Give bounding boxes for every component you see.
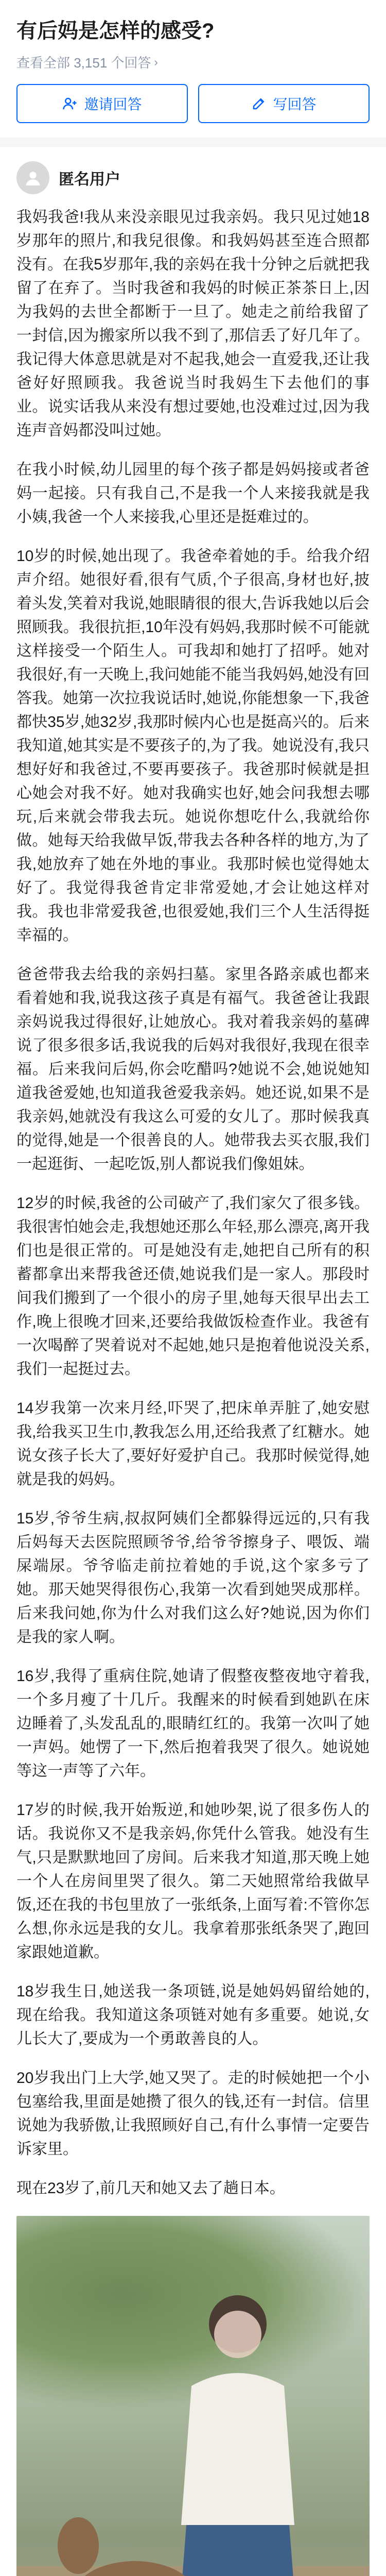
answer-paragraph: 爸爸带我去给我的亲妈扫墓。家里各路亲戚也都来看着她和我,说我这孩子真是有福气。我爸爸让我跟亲妈说我过得很好,让她放心。我对着我亲妈的墓碑说了很多很多话,我说我的后妈对我很好,我现在很幸福。后来我问后妈,你会吃醋吗?她说不会,她说她知道我爸爱她,也知道我爸爱我亲妈。她还说,如果不是我亲妈,她就没有我这么可爱的女儿了。那时候我真的觉得,她是一个很善良的人。她带我去买衣服,我们一起逛街、一起吃饭,别人都说我们像姐妹。 [16, 966, 370, 1173]
answer-paragraph: 10岁的时候,她出现了。我爸牵着她的手。给我介绍声介绍。她很好看,很有气质,个子很高,身材也好,披着头发,笑着对我说,她眼睛很的很大,告诉我她以后会照顾我。我很抗拒,10年没有妈妈,我那时候不可能就这样接受一个陌生人。可我却和她打了招呼。她对我很好,有一天晚上,我问她能不能当我妈妈,她没有回答我。她第一次拉我说话时,她说,你能想象一下,我爸都快35岁,她32岁,我那时候内心也是挺高兴的。后来我知道,她其实是不要孩子的,为了我。她说没有,我只想好好和我爸过,不要再要孩子。我爸那时候就是担心她会对我不好。她对我确实也好,她会问我想去哪玩,后来就会带我去玩。她说你想吃什么,我就给你做。她每天给我做早饭,带我去各种各样的地方,为了我,她放弃了她在外地的事业。我那时候也觉得她太好了。我觉得我爸肯定非常爱她,才会让她这样对我。我也非常爱我爸,也很爱她,我们三个人生活得挺幸福的。 [16, 548, 370, 944]
answer-card [0, 147, 386, 2576]
invite-answer-label: 邀请回答 [84, 96, 142, 112]
answer-paragraph: 我妈我爸!我从来没亲眼见过我亲妈。我只见过她18岁那年的照片,和我兒很像。和我妈妈甚至连合照都没有。在我5岁那年,我的亲妈在我十分钟之后就把我留了在弃了。当时我爸和我妈的时候正茶茶日上,因为我妈的去世全都断于一旦了。她走之前给我留了一封信,因为搬家所以我不到了,那信丢了好几年了。我记得大体意思就是对不起我,她会一直爱我,还让我爸好好照顾我。我爸说当时我妈生下去他们的事业。说实话我从来没有想过要她,也没难过过,因为我连声音妈都没叫过她。 [16, 209, 370, 439]
answer-body [16, 206, 370, 2200]
section-divider [0, 138, 386, 147]
author-row[interactable] [16, 161, 370, 194]
pencil-icon [251, 96, 267, 111]
question-title[interactable]: 有后妈是怎样的感受? [16, 20, 215, 42]
write-answer-button[interactable] [198, 84, 370, 123]
answer-paragraph: 18岁我生日,她送我一条项链,说是她妈妈留给她的,现在给我。我知道这条项链对她有多重要。她说,女儿长大了,要成为一个勇敢善良的人。 [16, 1983, 370, 2047]
answer-paragraph: 16岁,我得了重病住院,她请了假整夜整夜地守着我,一个多月瘦了十几斤。我醒来的时候看到她趴在床边睡着了,头发乱乱的,眼睛红红的。我第一次叫了她一声妈。她愣了一下,然后抱着我哭了很久。她说她等这一声等了六年。 [16, 1668, 370, 1780]
view-all-answers-link[interactable] [16, 53, 370, 72]
anonymous-avatar [16, 161, 49, 194]
write-answer-label: 写回答 [273, 96, 317, 112]
answer-paragraph: 现在23岁了,前几天和她又去了趟日本。 [16, 2180, 285, 2197]
author-name: 匿名用户 [59, 171, 120, 188]
invite-icon [62, 96, 78, 111]
question-actions [0, 84, 386, 138]
chevron-right-icon: › [154, 55, 158, 69]
answer-paragraph: 在我小时候,幼儿园里的每个孩子都是妈妈接或者爸妈一起接。只有我自己,不是我一个人来接我就是我小姨,我爸一个人来接我,心里还是挺难过的。 [16, 461, 370, 526]
answer-paragraph: 17岁的时候,我开始叛逆,和她吵架,说了很多伤人的话。我说你又不是我亲妈,你凭什么管我。她没有生气,只是默默地回了房间。后来我才知道,那天晚上她一个人在房间里哭了很久。第二天她照常给我做早饭,还在我的书包里放了一张纸条,上面写着:不管你怎么想,你永远是我的女儿。我拿着那张纸条哭了,跑回家跟她道歉。 [16, 1802, 370, 1961]
answer-paragraph: 15岁,爷爷生病,叔叔阿姨们全都躲得远远的,只有我后妈每天去医院照顾爷爷,给爷爷擦身子、喂饭、端屎端尿。爷爷临走前拉着她的手说,这个家多亏了她。那天她哭得很伤心,我第一次看到她哭成那样。后来我问她,你为什么对我们这么好?她说,因为你们是我的家人啊。 [16, 1510, 370, 1646]
question-header [0, 0, 386, 84]
answer-photo[interactable] [16, 2216, 370, 2576]
answer-count-text: 查看全部 3,151 个回答 [16, 55, 151, 71]
answer-paragraph: 12岁的时候,我爸的公司破产了,我们家欠了很多钱。我很害怕她会走,我想她还那么年轻,那么漂亮,离开我们也是很正常的。可是她没有走,她把自己所有的积蓄都拿出来帮我爸还债,她说我们是一家人。那段时间我们搬到了一个很小的房子里,她每天很早出去工作,晚上很晚才回来,还要给我做饭检查作业。我爸有一次喝醉了哭着说对不起她,她只是抱着他说没关系,我们一起挺过去。 [16, 1195, 370, 1378]
answer-paragraph: 14岁我第一次来月经,吓哭了,把床单弄脏了,她安慰我,给我买卫生巾,教我怎么用,还给我煮了红糖水。她说女孩子长大了,要好好爱护自己。我那时候觉得,她就是我的妈妈。 [16, 1400, 370, 1488]
user-icon [23, 167, 43, 188]
invite-answer-button[interactable] [16, 84, 188, 123]
photo-deer-silhouette [47, 2484, 212, 2576]
answer-paragraph: 20岁我出门上大学,她又哭了。走的时候她把一个小包塞给我,里面是她攒了很久的钱,还有一封信。信里说她为我骄傲,让我照顾好自己,有什么事情一定要告诉家里。 [16, 2070, 370, 2158]
